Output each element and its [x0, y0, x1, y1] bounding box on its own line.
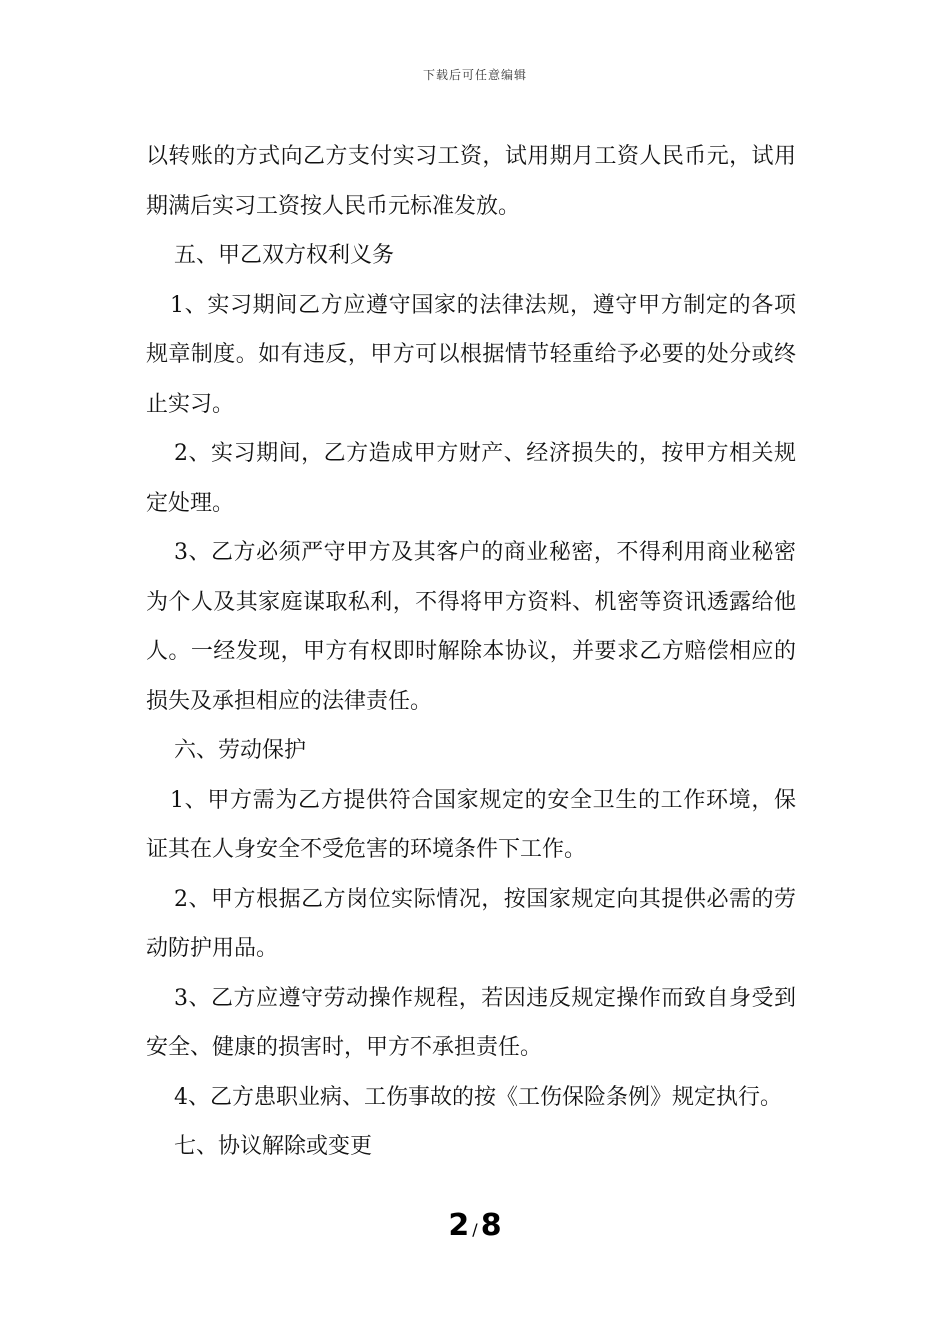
paragraph-rights-1: 1、实习期间乙方应遵守国家的法律法规，遵守甲方制定的各项规章制度。如有违反，甲方可以根据情节轻重给予必要的处分或终止实习。 — [146, 292, 796, 417]
heading-labor-protection: 六、劳动保护 — [174, 738, 307, 763]
paragraph-rights-2: 2、实习期间，乙方造成甲方财产、经济损失的，按甲方相关规定处理。 — [146, 441, 796, 516]
page-number — [0, 1208, 950, 1243]
paragraph-rights-3: 3、乙方必须严守甲方及其客户的商业秘密，不得利用商业秘密为个人及其家庭谋取私利，不得将甲方资料、机密等资讯透露给他人。一经发现，甲方有权即时解除本协议，并要求乙方赔偿相应的损失及承担相应的法律责任。 — [146, 540, 796, 714]
paragraph-salary: 以转账的方式向乙方支付实习工资，试用期月工资人民币元，试用期满后实习工资按人民币元标准发放。 — [146, 144, 796, 219]
paragraph-protection-3: 3、乙方应遵守劳动操作规程，若因违反规定操作而致自身受到安全、健康的损害时，甲方不承担责任。 — [146, 985, 796, 1060]
paragraph-protection-1: 1、甲方需为乙方提供符合国家规定的安全卫生的工作环境，保证其在人身安全不受危害的环境条件下工作。 — [146, 787, 796, 862]
paragraph-protection-2: 2、甲方根据乙方岗位实际情况，按国家规定向其提供必需的劳动防护用品。 — [146, 886, 796, 961]
page-header-note: 下载后可任意编辑 — [422, 68, 527, 82]
paragraph-protection-4: 4、乙方患职业病、工伤事故的按《工伤保险条例》规定执行。 — [174, 1084, 782, 1110]
page-total: 8 — [480, 1208, 502, 1243]
document-body — [146, 132, 796, 1172]
heading-termination: 七、协议解除或变更 — [174, 1134, 373, 1159]
heading-rights-obligations: 五、甲乙双方权利义务 — [174, 243, 395, 268]
page-separator: / — [472, 1220, 478, 1239]
page-current: 2 — [448, 1208, 470, 1243]
